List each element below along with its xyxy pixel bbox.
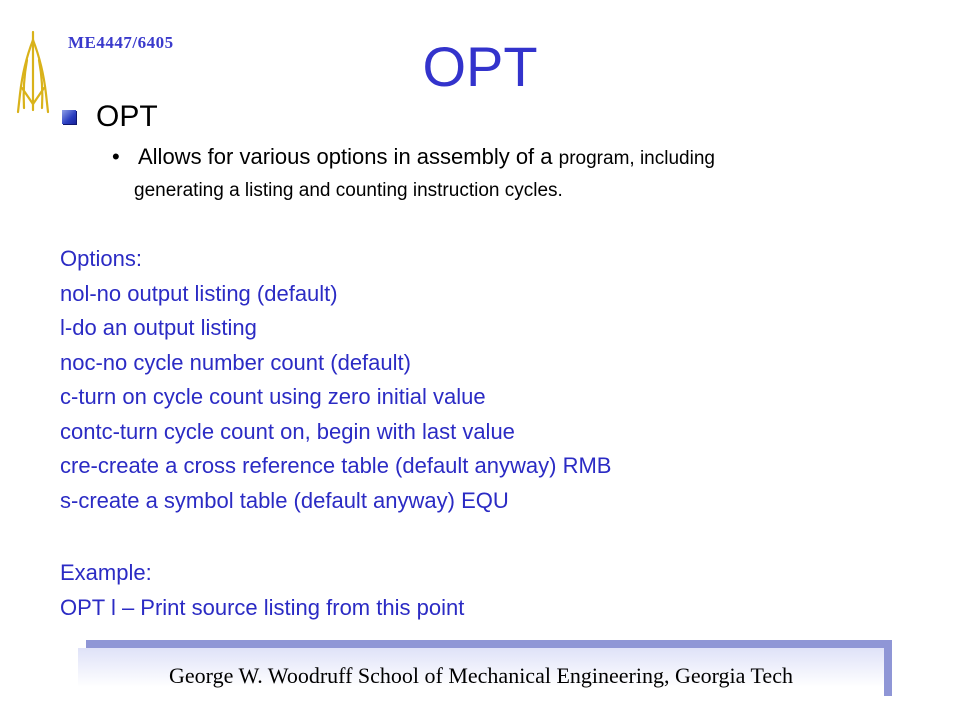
footer-text: George W. Woodruff School of Mechanical Engineering, Georgia Tech bbox=[169, 663, 793, 688]
footer-banner bbox=[78, 648, 884, 704]
sub-bullet-text-small: program, including bbox=[558, 148, 715, 169]
dot-bullet-icon: • bbox=[112, 144, 120, 169]
option-item: c-turn on cycle count using zero initial value bbox=[60, 384, 486, 409]
options-list bbox=[60, 242, 611, 518]
main-bullet bbox=[62, 100, 158, 134]
sub-bullet-text-large: Allows for various options in assembly of a bbox=[138, 144, 553, 169]
bullet-heading: OPT bbox=[96, 100, 158, 133]
square-bullet-icon bbox=[62, 110, 76, 124]
option-item: s-create a symbol table (default anyway) EQU bbox=[60, 487, 509, 513]
sub-bullet-line2: generating a listing and counting instruction cycles. bbox=[134, 180, 563, 201]
sub-bullet-line1 bbox=[138, 144, 715, 170]
option-item: noc-no cycle number count (default) bbox=[60, 349, 411, 375]
option-item: l-do an output listing bbox=[60, 315, 257, 340]
course-code: ME4447/6405 bbox=[68, 33, 174, 52]
example-label: Example: bbox=[60, 560, 152, 585]
slide-title: OPT bbox=[422, 35, 538, 98]
option-item: cre-create a cross reference table (default anyway) RMB bbox=[60, 453, 612, 478]
example-text: OPT l – Print source listing from this point bbox=[60, 594, 465, 620]
option-item: contc-turn cycle count on, begin with last value bbox=[60, 418, 515, 444]
example-block bbox=[60, 556, 464, 625]
option-item: nol-no output listing (default) bbox=[60, 280, 338, 306]
options-label: Options: bbox=[60, 246, 142, 271]
